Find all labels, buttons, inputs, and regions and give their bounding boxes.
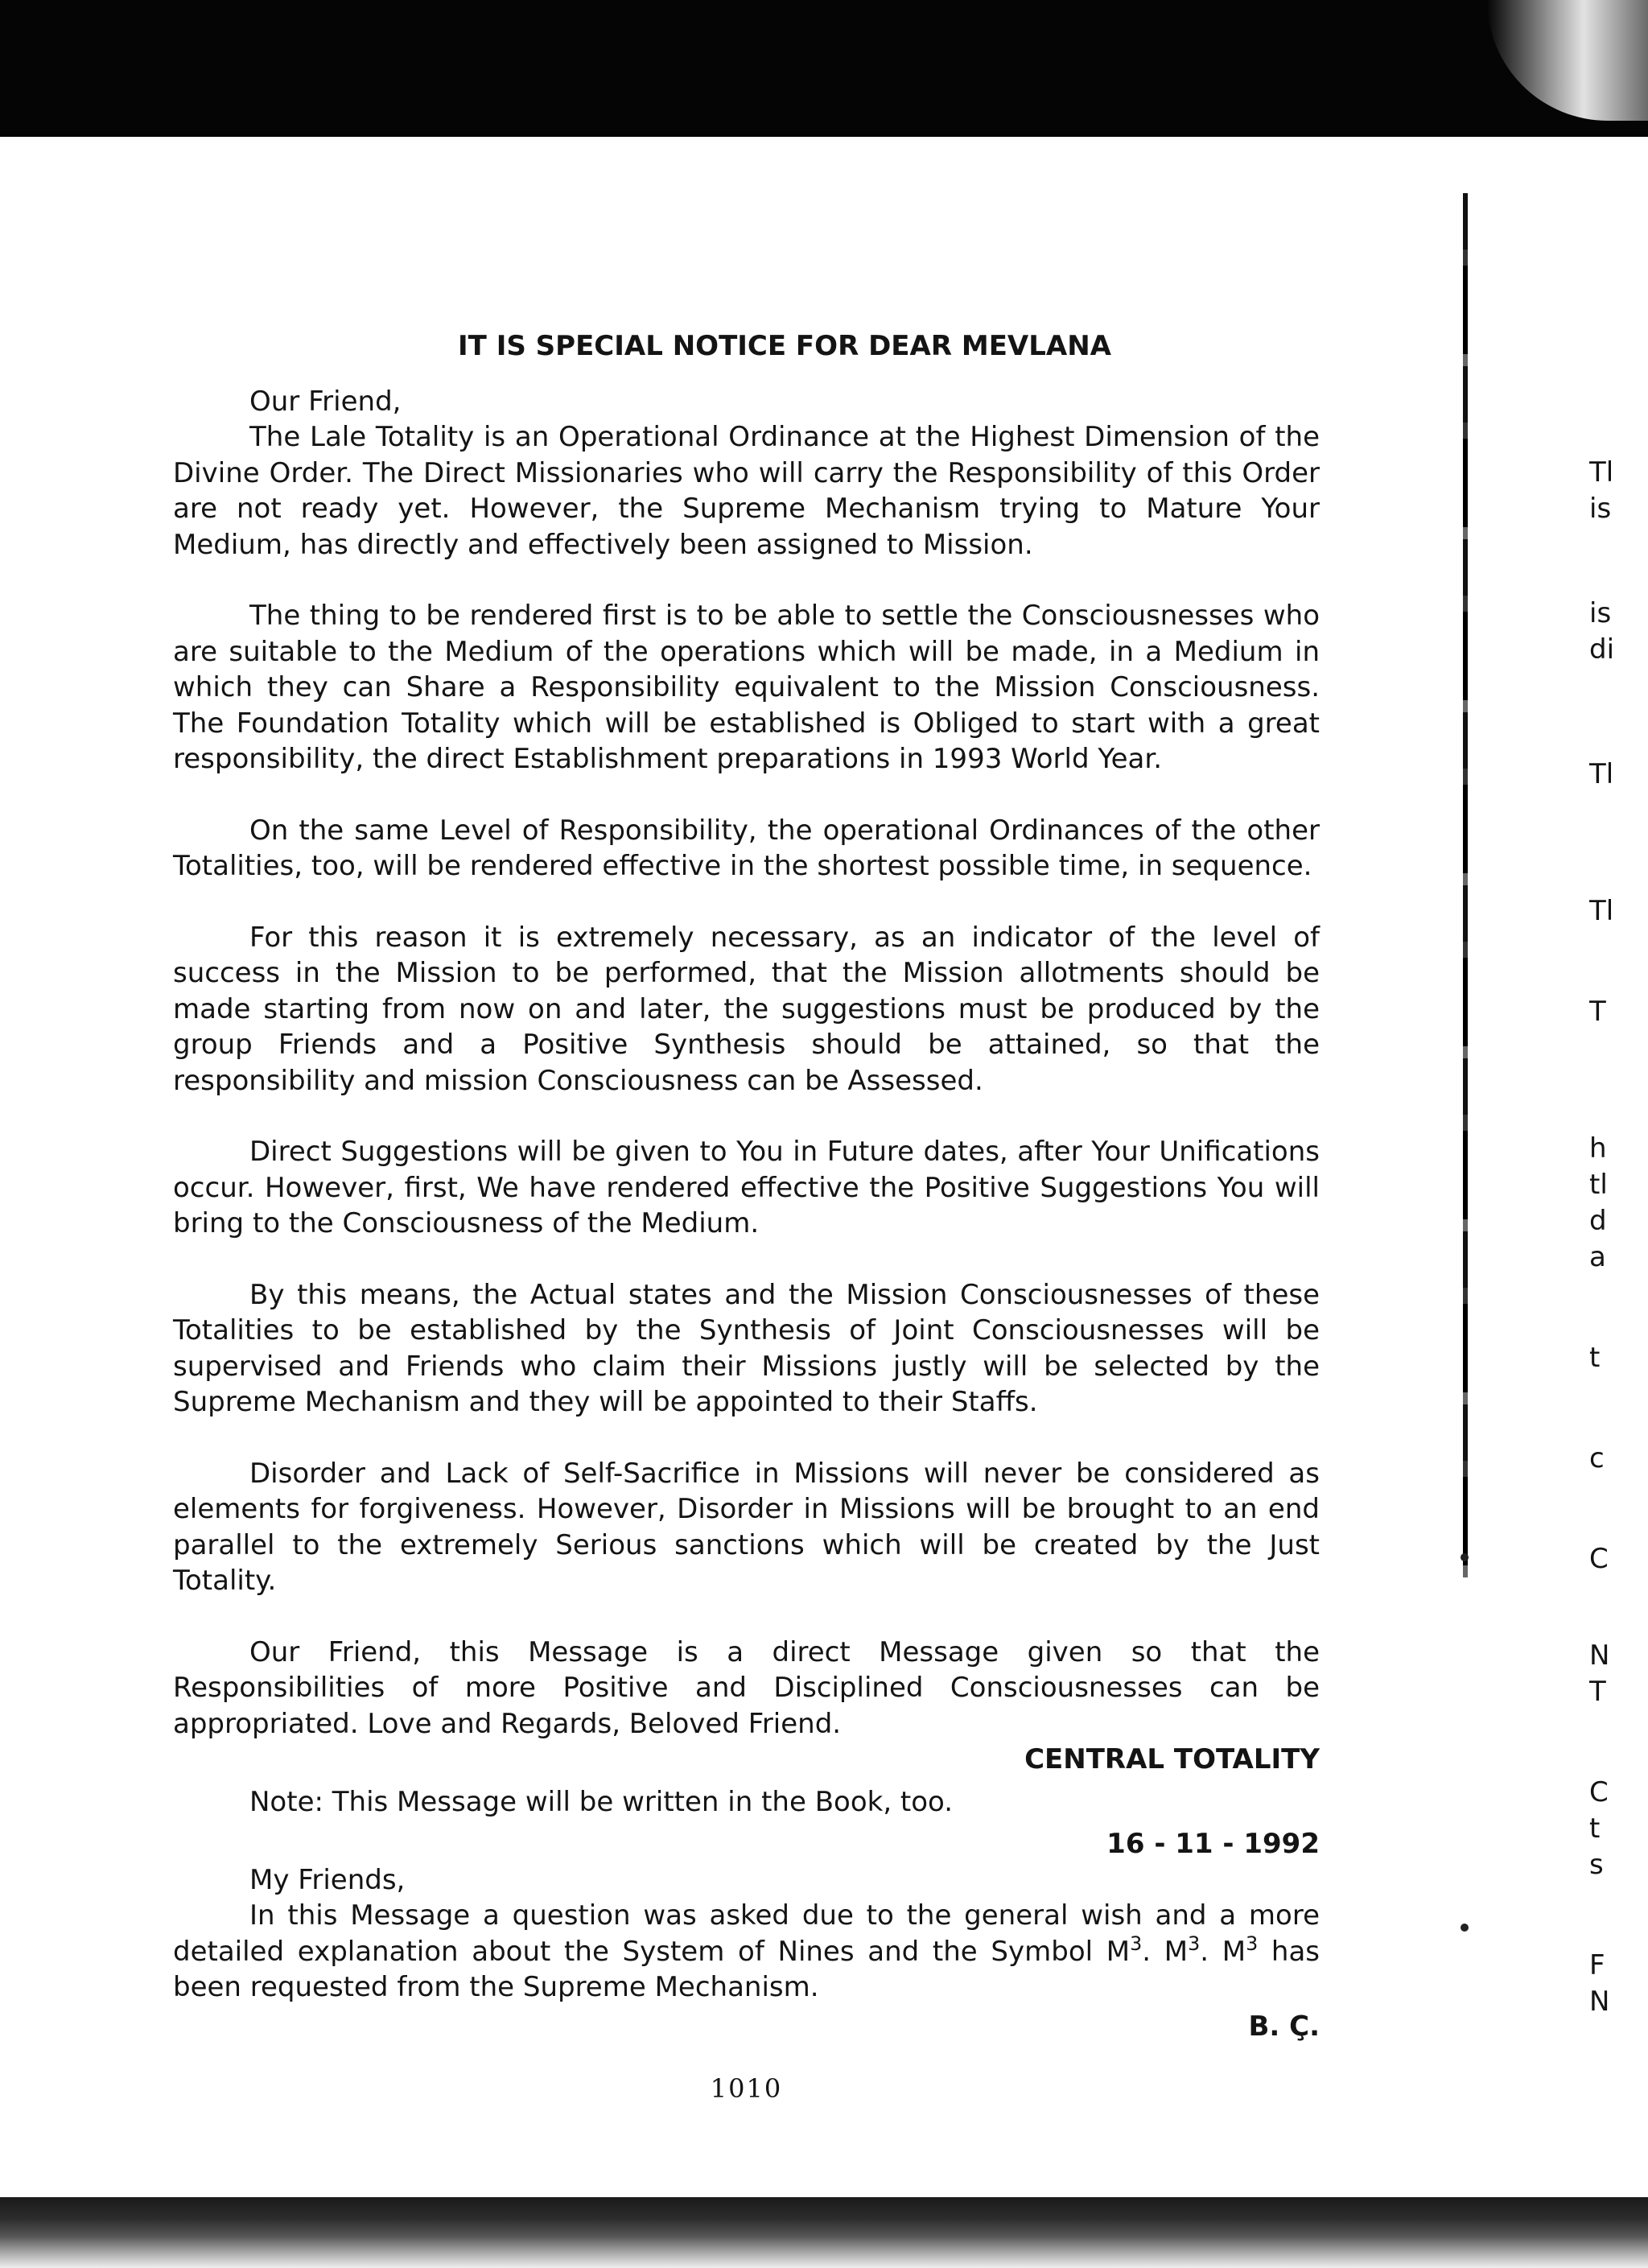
fragment: c — [1589, 1442, 1605, 1474]
initials: B. Ç. — [1248, 2010, 1320, 2043]
adjacent-page-fragments — [1589, 0, 1648, 2268]
fragment: T — [1589, 1676, 1606, 1708]
document-body — [173, 328, 1320, 2044]
fragment: is — [1589, 597, 1612, 629]
gutter-mark — [1461, 1553, 1469, 1561]
paragraph-5: Direct Suggestions will be given to You in Future dates, after Your Unifications occur. However, first, We have rendered effective the Positive Suggestions You will bring to the Consciousness of the Medium. — [173, 1136, 1320, 1239]
note: Note: This Message will be written in the Book, too. — [249, 1785, 954, 1818]
fragment: t — [1589, 1812, 1601, 1845]
fragment: tl — [1589, 1169, 1608, 1201]
fragment: t — [1589, 1342, 1601, 1374]
fragment: h — [1589, 1132, 1607, 1165]
signature: CENTRAL TOTALITY — [1024, 1743, 1320, 1775]
scan-dark-border-top — [0, 0, 1648, 137]
fragment: s — [1589, 1849, 1604, 1881]
message-date: 16 - 11 - 1992 — [1106, 1828, 1320, 1860]
paragraph-1: The Lale Totality is an Operational Ordinance at the Highest Dimension of the Divine Order. The Direct Missionaries who will carry the Responsibility of this Order are not ready yet. However, the Supreme Mechanism trying to Mature Your Medium, has directly and effectively been assigned to Mission. — [173, 421, 1320, 561]
paragraph-4: For this reason it is extremely necessary, as an indicator of the level of success in the Mission to be performed, that the Mission allotments should be made starting from now on and later, the suggestions must be produced by the group Friends and a Positive Synthesis should be attained, so that the responsibility and mission Consciousness can be Assessed. — [173, 921, 1320, 1097]
paragraph-8: Our Friend, this Message is a direct Message given so that the Responsibilities of more Positive and Disciplined Consciousnesses can be appropriated. Love and Regards, Beloved Friend. — [173, 1635, 1320, 1740]
fragment: F — [1589, 1949, 1605, 1981]
gutter-mark — [1461, 1924, 1469, 1932]
page-number: 1010 — [710, 2073, 783, 2104]
second-salutation: My Friends, — [249, 1863, 406, 1896]
paragraph-7: Disorder and Lack of Self-Sacrifice in Missions will never be considered as elements for forgiveness. However, Disorder in Missions will be brought to an end parallel to the extremely Serious sanctions which will be created by the Just Totality. — [173, 1457, 1320, 1597]
salutation: Our Friend, — [249, 385, 402, 418]
fragment: C — [1589, 1776, 1609, 1808]
scan-dark-border-bottom — [0, 2197, 1648, 2268]
fragment: Tl — [1589, 456, 1614, 489]
second-message-text: In this Message a question was asked due to the general wish and a more detailed explanation about the System of Nines and the Symbol $M^3$. $M^3$. $M^3$ has been requested from the Supreme Mechanism. — [173, 1899, 1320, 2003]
paragraph-6: By this means, the Actual states and the Mission Consciousnesses of these Totalities to be established by the Synthesis of Joint Consciousnesses will be supervised and Friends who claim their Missions justly will be selected by the Supreme Mechanism and they will be appointed to their Staffs. — [173, 1278, 1320, 1418]
fragment: T — [1589, 996, 1606, 1028]
paragraph-3: On the same Level of Responsibility, the operational Ordinances of the other Totalities, too, will be rendered effective in the shortest possible time, in sequence. — [173, 814, 1320, 882]
fragment: N — [1589, 1639, 1610, 1672]
fragment: di — [1589, 633, 1615, 666]
fragment: Tl — [1589, 895, 1614, 927]
paragraph-2: The thing to be rendered first is to be able to settle the Consciousnesses who are suitable to the Medium of the operations which will be made, in a Medium in which they can Share a Responsibility equivalent to the Mission Consciousness. The Foundation Totality which will be established is Obliged to start with a great responsibility, the direct Establishment preparations in 1993 World Year. — [173, 600, 1320, 775]
fragment: a — [1589, 1241, 1606, 1273]
document-heading: IT IS SPECIAL NOTICE FOR DEAR MEVLANA — [458, 330, 1111, 362]
fragment: C — [1589, 1543, 1609, 1575]
fragment: d — [1589, 1205, 1607, 1237]
fragment: Tl — [1589, 758, 1614, 790]
fragment: N — [1589, 1986, 1610, 2018]
fragment: is — [1589, 493, 1612, 525]
book-gutter — [1463, 193, 1468, 1577]
